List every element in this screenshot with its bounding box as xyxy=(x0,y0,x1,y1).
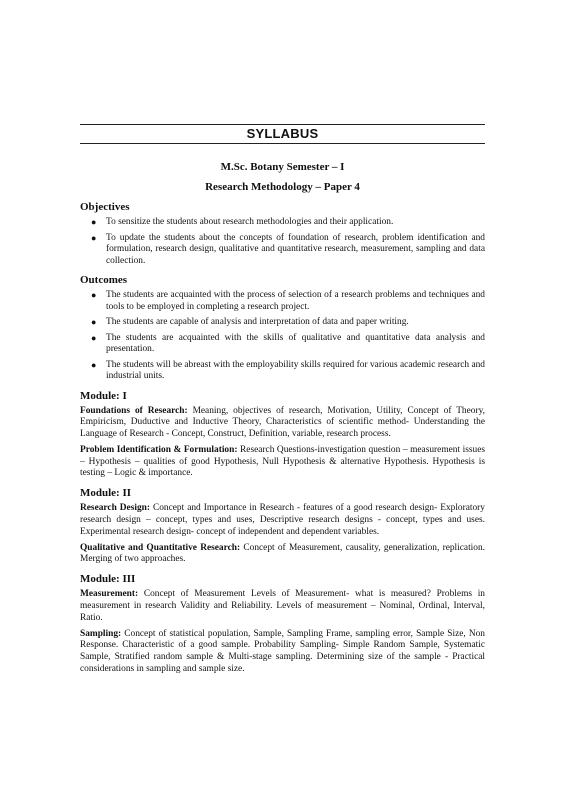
objectives-heading: Objectives xyxy=(80,201,130,213)
outcomes-list xyxy=(80,290,485,383)
list-item xyxy=(80,317,485,329)
page-content xyxy=(80,122,485,680)
module-1-heading: Module: I xyxy=(80,389,127,402)
bullet-icon: ● xyxy=(91,332,97,343)
topic-text: Concept of Measurement, causality, generalization, replication. Merging of two approaches. xyxy=(80,542,486,565)
list-item xyxy=(80,333,485,356)
topic-text: Meaning, objectives of research, Motivation, Utility, Concept of Theory, Empiricism, Duductive and Inductive Theory, Characteristics of scientific method- Understanding the Language of Research - Concept, Construct, Definition, variable, research process. xyxy=(80,405,486,440)
topic-term: Foundations of Research: xyxy=(80,405,188,416)
bullet-icon: ● xyxy=(91,290,97,300)
topic-term: Research Design: xyxy=(80,503,150,514)
module-1-topic-foundations xyxy=(80,406,485,441)
bullet-icon: ● xyxy=(91,317,97,327)
list-item xyxy=(80,233,485,268)
list-item-text: The students are acquainted with the skills of qualitative and quantitative data analysis and presentation. xyxy=(106,332,485,354)
syllabus-header xyxy=(80,122,485,152)
topic-text: Concept of statistical population, Sample, Sampling Frame, sampling error, Sample Size, Non Response. Characteristic of a good sample. Probability Sampling- Simple Random Sample, Systematic Sample, Stratified random sample & Multi-stage sampling. Determining size of the sample - Practical considerations in sampling and sample size. xyxy=(80,628,485,675)
module-3-topic-sampling xyxy=(80,629,485,676)
list-item-text: The students will be abreast with the employability skills required for various academic research and industrial units. xyxy=(106,359,485,381)
outcomes-heading: Outcomes xyxy=(80,274,128,286)
list-item xyxy=(80,217,485,229)
list-item-text: The students are capable of analysis and interpretation of data and paper writing. xyxy=(106,317,409,327)
module-2-heading: Module: II xyxy=(80,487,132,500)
list-item-text: The students are acquainted with the process of selection of a research problems and techniques and tools to be employed in completing a research project. xyxy=(106,290,485,312)
list-item xyxy=(80,360,485,383)
syllabus-title: SYLLABUS xyxy=(246,126,319,141)
list-item-text: To sensitize the students about research methodologies and their application. xyxy=(106,217,394,227)
topic-text: Concept and Importance in Research - features of a good research design- Exploratory research design – concept, types and uses, Descriptive research designs - concept, types and uses. Experimental research design- concept of independent and dependent variables. xyxy=(80,503,485,537)
topic-term: Sampling: xyxy=(80,628,122,639)
list-item xyxy=(80,290,485,313)
bullet-icon: ● xyxy=(91,217,97,227)
bullet-icon: ● xyxy=(91,359,97,370)
module-3-topic-measurement xyxy=(80,589,485,624)
module-3-heading: Module: III xyxy=(80,573,136,586)
bullet-icon: ● xyxy=(91,232,97,243)
header-top-rule xyxy=(80,124,485,125)
topic-term: Problem Identification & Formulation: xyxy=(80,444,238,455)
objectives-list xyxy=(80,217,485,267)
topic-text: Research Questions-investigation question – measurement issues – Hypothesis – qualities of good Hypothesis, Null Hypothesis & alternative Hypothesis. Hypothesis is testing – Logic & importance. xyxy=(80,444,486,479)
course-title: M.Sc. Botany Semester – I xyxy=(220,161,345,173)
header-bottom-rule xyxy=(80,143,485,144)
list-item-text: To update the students about the concepts of foundation of research, problem identification and formulation, research design, qualitative and quantitative research, measurement, sampling and data collection. xyxy=(106,232,485,266)
topic-term: Measurement: xyxy=(80,589,139,600)
module-2-topic-qualitative-quantitative xyxy=(80,543,485,567)
topic-text: Concept of Measurement Levels of Measurement- what is measured? Problems in measurement in research Validity and Reliability. Levels of measurement – Nominal, Ordinal, Interval, Ratio. xyxy=(80,589,485,623)
module-1-topic-problem-identification xyxy=(80,445,485,480)
topic-term: Qualitative and Quantitative Research: xyxy=(80,542,241,553)
paper-title: Research Methodology – Paper 4 xyxy=(205,181,360,193)
module-2-topic-research-design xyxy=(80,503,485,538)
